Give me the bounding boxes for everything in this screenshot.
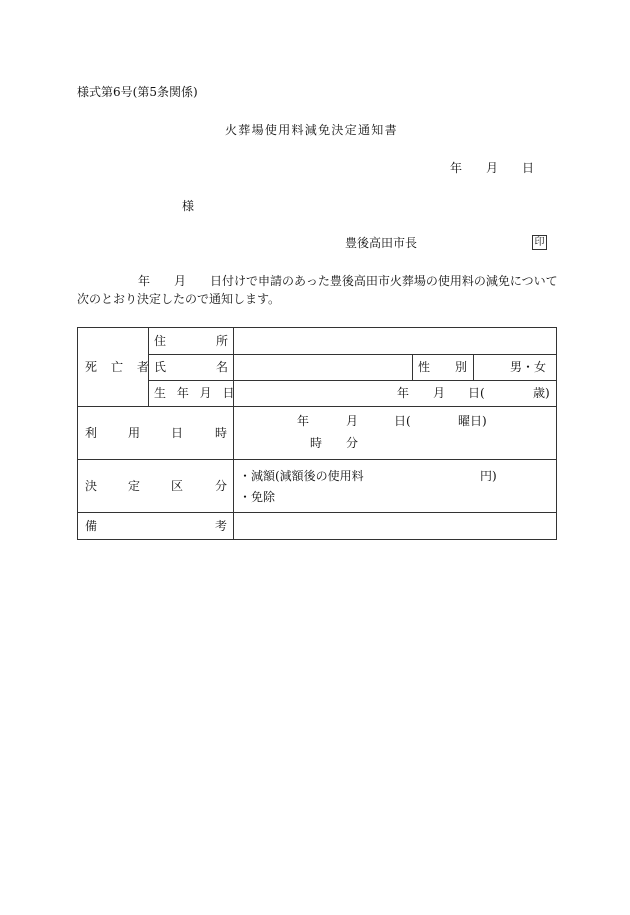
sex-label-char1: 性 [418, 360, 431, 374]
birth-date-label: 生 年 月 日 [154, 386, 238, 400]
use-hour-label: 時 [310, 436, 323, 450]
sex-value: 男・女 [510, 360, 547, 374]
deceased-label: 死 亡 者 [85, 360, 151, 374]
use-datetime-label-char1: 利 [85, 426, 98, 440]
remarks-label-char1: 備 [85, 519, 98, 533]
date-month-label: 月 [486, 161, 499, 175]
sex-label-char2: 別 [455, 360, 468, 374]
form-number: 様式第6号(第5条関係) [77, 85, 198, 99]
name-field[interactable] [234, 355, 411, 379]
name-label-char2: 名 [216, 360, 229, 374]
reduction-option: ・減額(減額後の使用料 [239, 469, 364, 483]
remarks-field[interactable] [234, 513, 556, 539]
address-field[interactable] [234, 329, 556, 353]
use-datetime-label-char2: 用 [128, 426, 141, 440]
birth-year-label: 年 [397, 386, 410, 400]
notice-form-table [77, 327, 557, 540]
use-month-label: 月 [346, 414, 359, 428]
decision-label-char1: 決 [85, 479, 98, 493]
use-datetime-label-char4: 時 [215, 426, 228, 440]
intro-year-label: 年 [138, 274, 151, 288]
seal-mark: 印 [532, 235, 547, 250]
birth-day-label: 日( [468, 386, 485, 400]
birth-month-label: 月 [433, 386, 446, 400]
issuer-name: 豊後高田市長 [345, 236, 418, 250]
name-label-char1: 氏 [154, 360, 167, 374]
intro-text-line1: 日付けで申請のあった豊後高田市火葬場の使用料の減免について [210, 274, 558, 288]
use-datetime-label-char3: 日 [171, 426, 184, 440]
date-year-label: 年 [450, 161, 463, 175]
decision-label-char4: 分 [215, 479, 228, 493]
addressee-suffix: 様 [182, 199, 195, 213]
use-day-label: 日( [394, 414, 411, 428]
intro-text-line2: 次のとおり決定したので通知します。 [77, 292, 281, 306]
date-day-label: 日 [522, 161, 535, 175]
reduction-yen-label: 円) [480, 469, 497, 483]
decision-label-char3: 区 [171, 479, 184, 493]
remarks-label-char2: 考 [215, 519, 228, 533]
age-label: 歳) [533, 386, 550, 400]
address-label-char2: 所 [216, 334, 229, 348]
exemption-option: ・免除 [239, 490, 276, 504]
intro-month-label: 月 [174, 274, 187, 288]
use-year-label: 年 [297, 414, 310, 428]
document-title: 火葬場使用料減免決定通知書 [225, 123, 398, 137]
decision-label-char2: 定 [128, 479, 141, 493]
address-label-char1: 住 [154, 334, 167, 348]
use-minute-label: 分 [346, 436, 359, 450]
use-weekday-label: 曜日) [458, 414, 487, 428]
